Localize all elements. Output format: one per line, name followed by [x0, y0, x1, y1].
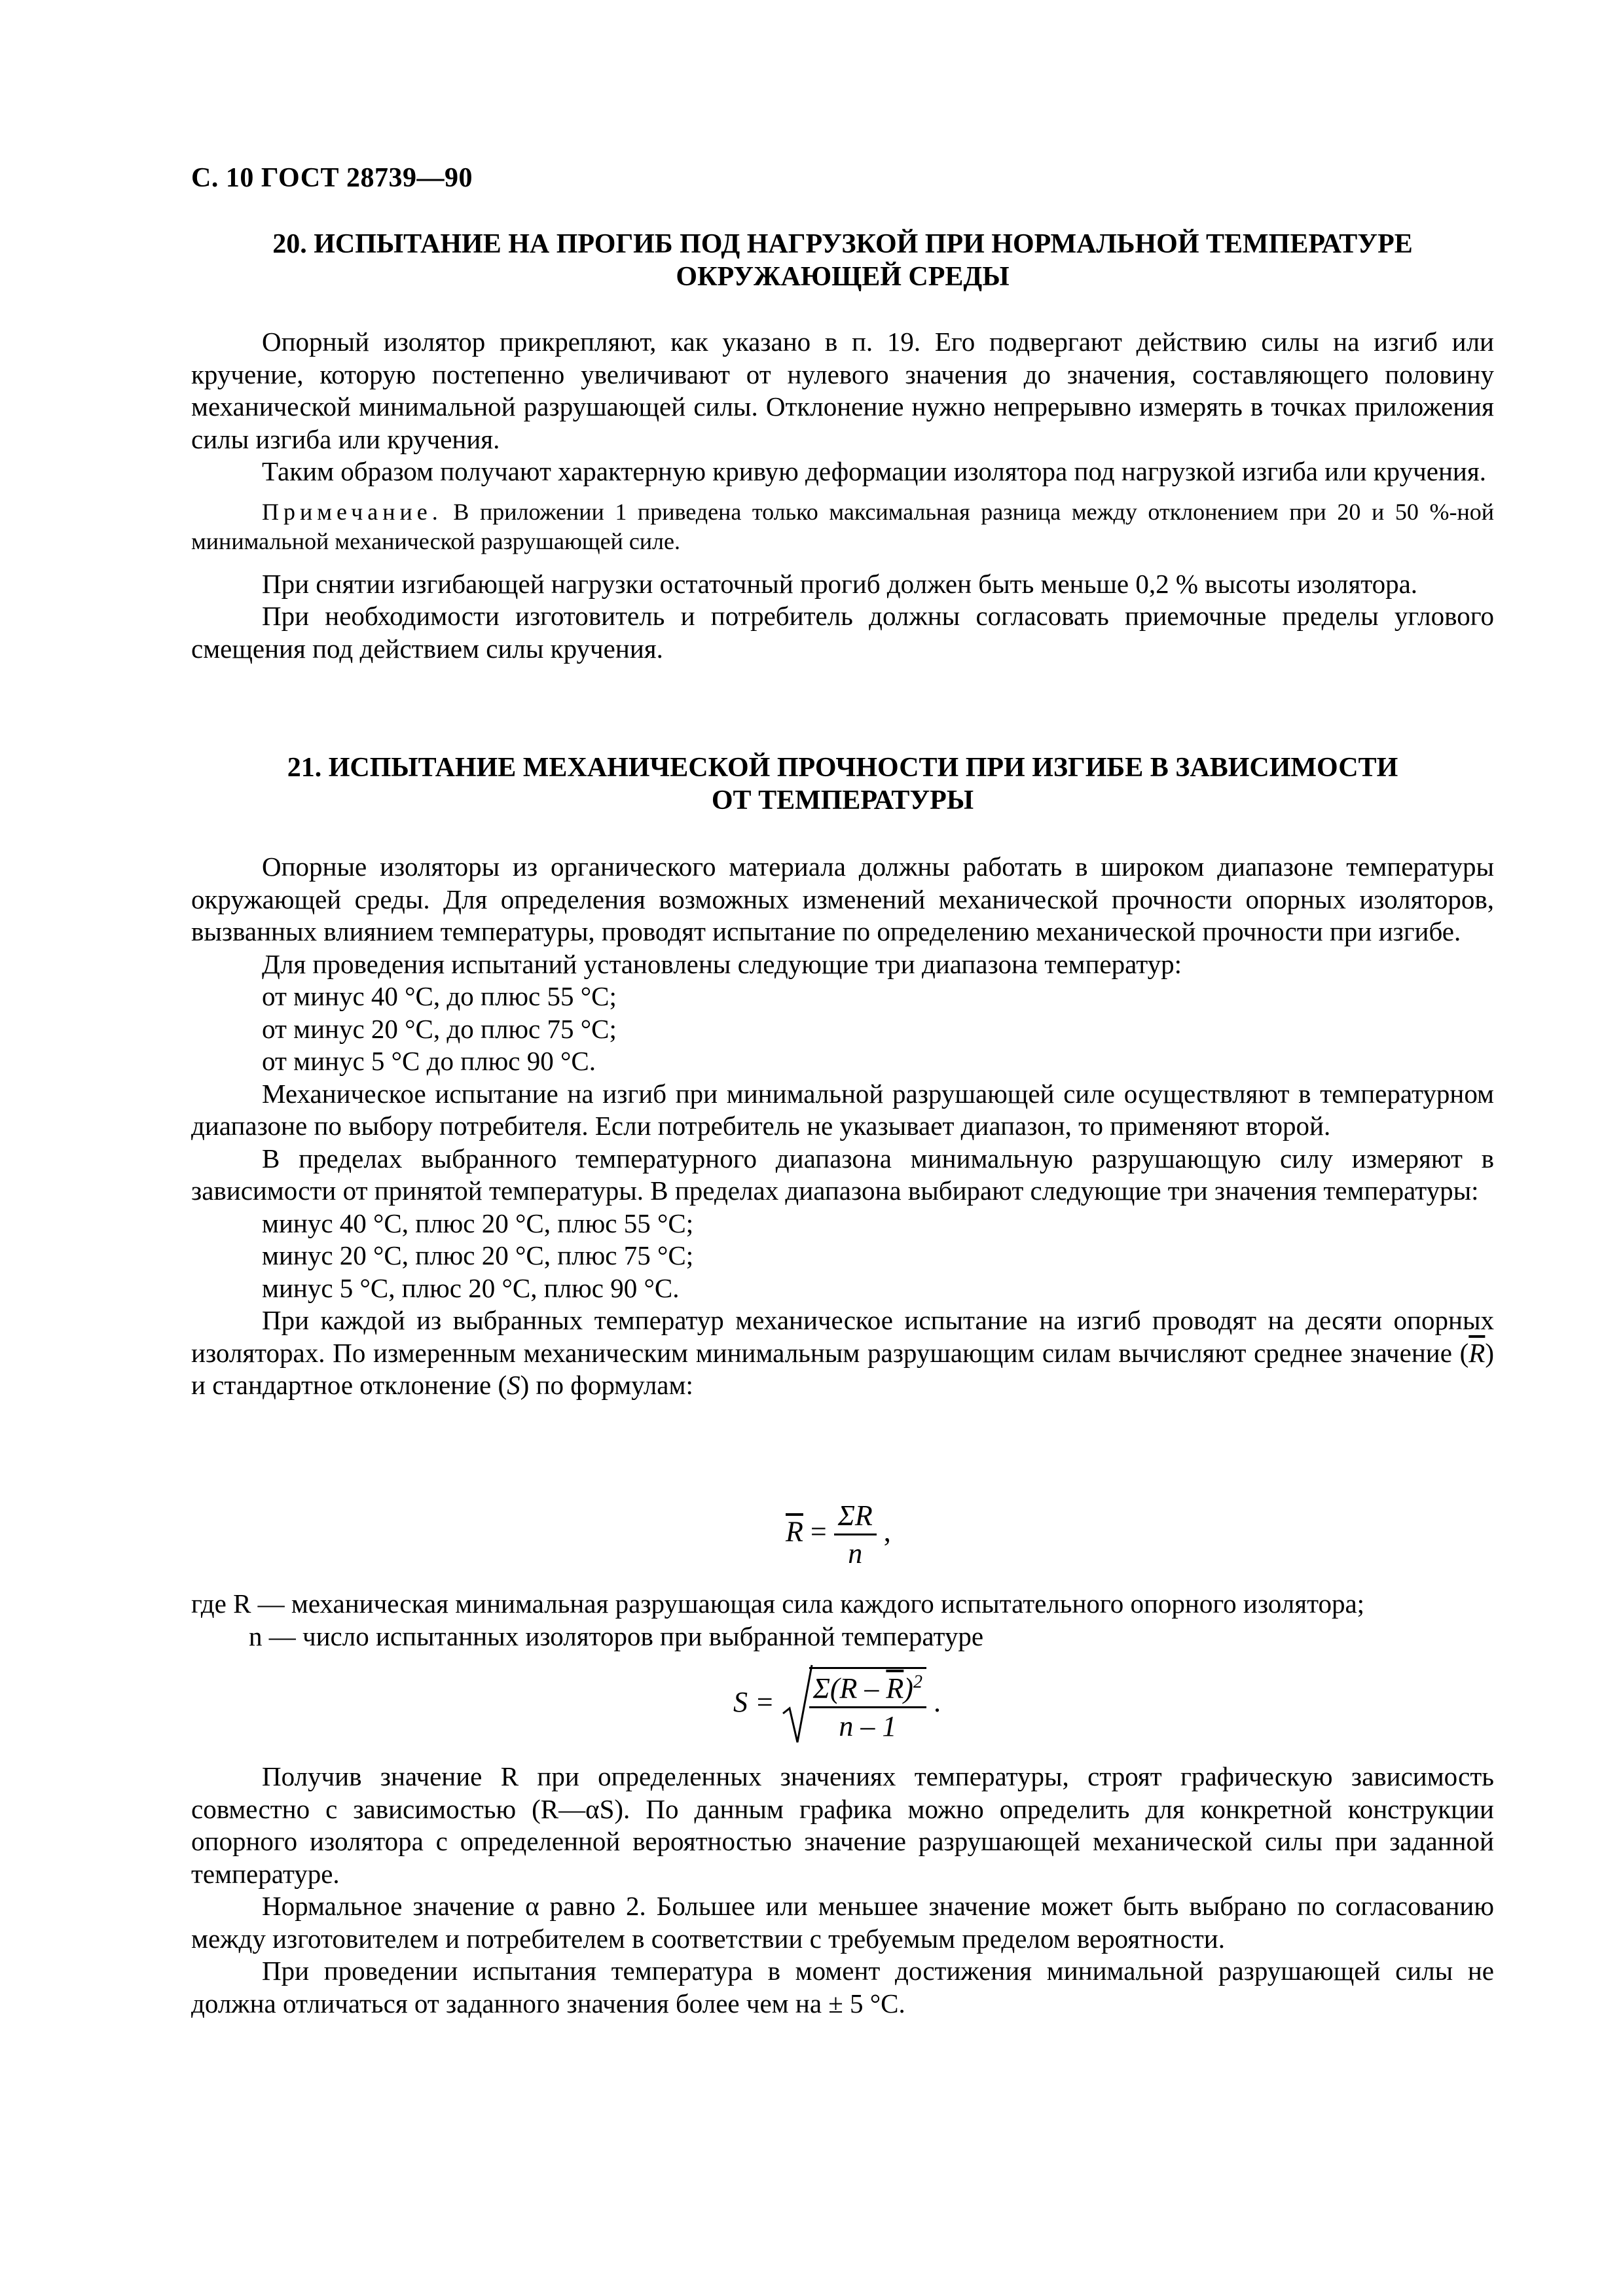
section-21-paragraph-8: При проведении испытания температура в момент достижения минимальной разрушающей силы не должна отличаться от заданного значения более чем на ± 5 °С.	[191, 1956, 1494, 2018]
section-21-paragraph-2: Для проведения испытаний установлены следующие три диапазона температур:	[262, 948, 1182, 979]
formula-std-period: .	[933, 1686, 941, 1719]
section-20-paragraph-2: Таким образом получают характерную кривую деформации изолятора под нагрузкой изгиба или кручения.	[262, 456, 1486, 486]
section-21-paragraph-7: Нормальное значение α равно 2. Большее или меньшее значение может быть выбрано по согласованию между изготовителем и потребителем в соответствии с требуемым пределом вероятности.	[191, 1891, 1494, 1954]
temps-item-3: минус 5 °С, плюс 20 °С, плюс 90 °С.	[262, 1272, 680, 1303]
formula-std-dev	[733, 1662, 941, 1748]
formula-mean-lhs: $\overline{R}$	[786, 1515, 803, 1548]
formula-mean-denominator: n	[848, 1537, 863, 1570]
section-21-paragraph-5	[191, 1304, 1494, 1402]
std-num-part-b: )	[903, 1672, 913, 1704]
section-20-title-line1: 20. ИСПЫТАНИЕ НА ПРОГИБ ПОД НАГРУЗКОЙ ПРИ НОРМАЛЬНОЙ ТЕМПЕРАТУРЕ	[272, 229, 1413, 259]
p5-text-c: ) по формулам:	[520, 1370, 693, 1400]
formula-mean	[786, 1499, 891, 1570]
range-item-3: от минус 5 °С до плюс 90 °С.	[262, 1046, 596, 1076]
std-num-part-a: Σ(R –	[812, 1672, 886, 1704]
formula-std-radicand	[809, 1667, 926, 1743]
section-20-title	[191, 228, 1494, 293]
section-21-title	[191, 751, 1494, 817]
section-20-paragraph-4: При необходимости изготовитель и потребитель должны согласовать приемочные пределы углового смещения под действием силы кручения.	[191, 601, 1494, 664]
section-21-paragraph-1: Опорные изоляторы из органического материала должны работать в широком диапазоне температуры окружающей среды. Для определения возможных изменений механической прочности опорных изоляторов, вызванных влиянием температуры, проводят испытание по определению механической прочности при изгибе.	[191, 852, 1494, 946]
section-21-title-line2: ОТ ТЕМПЕРАТУРЫ	[711, 785, 974, 816]
page-header: С. 10 ГОСТ 28739—90	[191, 163, 473, 193]
section-21-body-bottom	[191, 1761, 1494, 2020]
formula-mean-equals: =	[810, 1515, 827, 1548]
section-20-note	[191, 497, 1494, 556]
where-n-definition: n — число испытанных изоляторов при выбранной температуре	[249, 1621, 984, 1651]
range-item-1: от минус 40 °С, до плюс 55 °С;	[262, 981, 617, 1011]
section-20-paragraph-1: Опорный изолятор прикрепляют, как указано в п. 19. Его подвергают действию силы на изгиб или кручение, которую постепенно увеличивают от нулевого значения до значения, составляющего половину механической минимальной разрушающей силы. Отклонение нужно непрерывно измерять в точках приложения силы изгиба или кручения.	[191, 327, 1494, 454]
p5-text-a: При каждой из выбранных температур механическое испытание на изгиб проводят на десяти опорных изоляторах. По измеренным механическим минимальным разрушающим силам вычисляют среднее значение (	[191, 1305, 1494, 1368]
p5-symbol-s: S	[507, 1370, 520, 1400]
section-20-title-line2: ОКРУЖАЮЩЕЙ СРЕДЫ	[676, 262, 1010, 292]
p5-symbol-r-mean: $\overline{R}$	[1468, 1337, 1486, 1368]
temps-item-1: минус 40 °С, плюс 20 °С, плюс 55 °С;	[262, 1208, 694, 1238]
p5-text-b: ) и стандартное отклонение (	[191, 1337, 1494, 1400]
section-20-body	[191, 326, 1494, 665]
formula-std-numerator	[809, 1672, 926, 1708]
section-21-paragraph-6: Получив значение R при определенных значениях температуры, строят графическую зависимость совместно с зависимостью (R—αS). По данным графика можно определить для конкретной конструкции опорного изолятора с определенной вероятностью значение разрушающей механической силы при заданной температуре.	[191, 1761, 1494, 1889]
sqrt-icon	[782, 1662, 813, 1748]
formula-mean-fraction	[834, 1499, 877, 1570]
note-label: Примечание.	[262, 498, 443, 525]
formula-mean-comma: ,	[883, 1515, 891, 1548]
formula-std-fraction	[809, 1672, 926, 1743]
section-21-paragraph-3: Механическое испытание на изгиб при минимальной разрушающей силе осуществляют в температурном диапазоне по выбору потребителя. Если потребитель не указывает диапазон, то применяют второй.	[191, 1078, 1494, 1141]
std-num-r-mean: $\overline{R}$	[886, 1672, 904, 1704]
section-21-paragraph-4: В пределах выбранного температурного диапазона минимальную разрушающую силу измеряют в зависимости от принятой температуры. В пределах диапазона выбирают следующие три значения температуры:	[191, 1143, 1494, 1206]
section-21-body-top	[191, 851, 1494, 1402]
temps-item-2: минус 20 °С, плюс 20 °С, плюс 75 °С;	[262, 1240, 694, 1270]
formula-mean-numerator: ΣR	[834, 1499, 877, 1535]
section-20-paragraph-3: При снятии изгибающей нагрузки остаточный прогиб должен быть меньше 0,2 % высоты изолятора.	[262, 568, 1418, 599]
std-num-exponent: 2	[913, 1672, 922, 1693]
section-21-title-line1: 21. ИСПЫТАНИЕ МЕХАНИЧЕСКОЙ ПРОЧНОСТИ ПРИ ИЗГИБЕ В ЗАВИСИМОСТИ	[287, 753, 1398, 783]
formula-std-lhs: S =	[733, 1686, 775, 1719]
where-definitions	[191, 1588, 1494, 1653]
formula-std-denominator: n – 1	[839, 1710, 897, 1742]
range-item-2: от минус 20 °С, до плюс 75 °С;	[262, 1013, 617, 1044]
where-r-definition: где R — механическая минимальная разрушающая сила каждого испытательного опорного изолятора;	[191, 1588, 1365, 1619]
note-text: В приложении 1 приведена только максимальная разница между отклонением при 20 и 50 %-ной минимальной механической разрушающей силе.	[191, 498, 1494, 554]
